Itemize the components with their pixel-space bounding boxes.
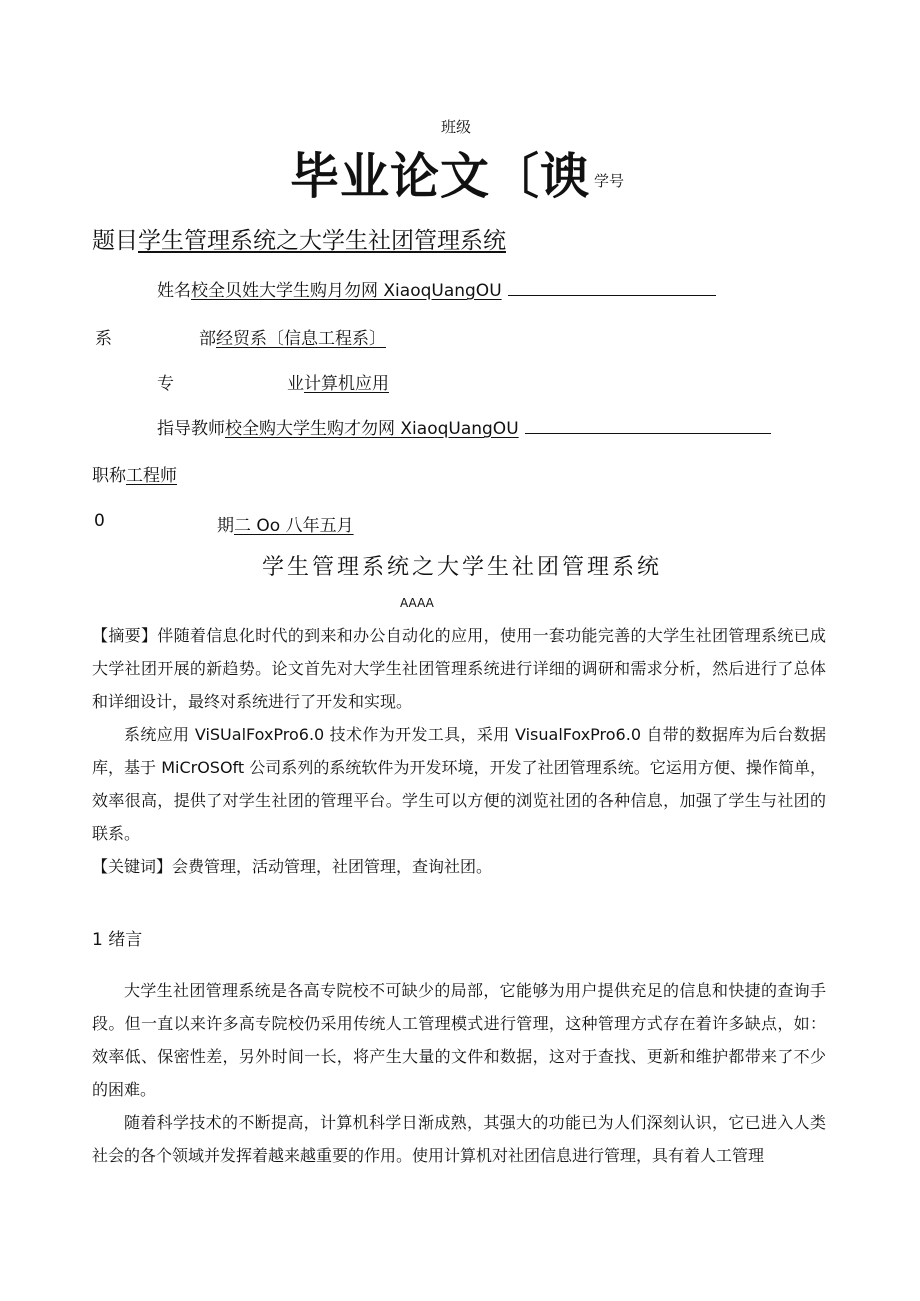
major-row [287, 369, 389, 394]
dept-label-1: 系 [95, 329, 112, 349]
topic-label: 题目 [92, 228, 138, 254]
name-row [157, 276, 716, 301]
thesis-title [290, 138, 590, 208]
abstract-paragraph-2: 系统应用 ViSUalFoxPro6.0 技术作为开发工具，采用 VisualFoxPro6.0 自带的数据库为后台数据库，基于 MiCrOSOft 公司系列的系统软件为开发环境，开发了社团管理系统。它运用方便、操作简单，效率很高，提供了对学生社团的管理平台。学生可以方便的浏览社团的各种信息，加强了学生与社团的联系。 [92, 725, 826, 843]
major-value: 计算机应用 [304, 374, 389, 394]
date-row [217, 511, 354, 536]
name-blank-line [508, 295, 716, 296]
dept-row [199, 324, 386, 349]
dept-value: 经贸系〔信息工程系〕 [216, 329, 386, 349]
name-value: 校全贝姓大学生购月勿网 XiaoqUangOU [191, 281, 502, 301]
job-title-value: 工程师 [126, 466, 177, 486]
abstract-paragraph: 【摘要】伴随着信息化时代的到来和办公自动化的应用，使用一套功能完善的大学生社团管理系统已成大学社团开展的新趋势。论文首先对大学生社团管理系统进行详细的调研和需求分析，然后进行了总体和详细设计，最终对系统进行了开发和实现。 [92, 626, 826, 711]
section-1-body [92, 974, 826, 1172]
job-title-label: 职称 [92, 466, 126, 486]
date-value: 二 Oo 八年五月 [234, 516, 354, 536]
major-label-1: 专 [157, 374, 174, 394]
advisor-blank-line [525, 433, 771, 434]
paper-heading: 学生管理系统之大学生社团管理系统 [262, 555, 663, 580]
major-label-2: 业 [287, 374, 304, 394]
section-1-paragraph-2: 随着科学技术的不断提高，计算机科学日渐成熟，其强大的功能已为人们深刻认识，它已进入人类社会的各个领域并发挥着越来越重要的作用。使用计算机对社团信息进行管理，具有着人工管理 [92, 1113, 826, 1165]
section-1-paragraph-1: 大学生社团管理系统是各高专院校不可缺少的局部，它能够为用户提供充足的信息和快捷的查询手段。但一直以来许多高专院校仍采用传统人工管理模式进行管理，这种管理方式存在着许多缺点，如：效率低、保密性差，另外时间一长，将产生大量的文件和数据，这对于查找、更新和维护都带来了不少的困难。 [92, 981, 826, 1099]
name-label: 姓名 [157, 281, 191, 301]
dept-label-2: 部 [199, 329, 216, 349]
advisor-label: 指导教师 [157, 419, 225, 439]
topic-row [92, 222, 506, 255]
keywords: 【关键词】会费管理，活动管理，社团管理，查询社团。 [92, 857, 493, 876]
abstract-block [92, 619, 826, 883]
student-no-label: 学号 [594, 172, 625, 190]
class-label: 班级 [441, 118, 472, 136]
advisor-value: 校全购大学生购才勿网 XiaoqUangOU [225, 419, 519, 439]
thesis-title-main: 毕业论文〔 [290, 147, 541, 205]
section-1-title: 1 绪言 [92, 930, 143, 950]
date-label-1: 0 [94, 511, 105, 531]
advisor-row [157, 414, 771, 439]
thesis-title-tail: 谀 [540, 147, 591, 205]
topic-value: 学生管理系统之大学生社团管理系统 [138, 228, 506, 254]
job-title-row [92, 461, 177, 486]
date-label-2: 期 [217, 516, 234, 536]
paper-author: AAAA [400, 596, 434, 610]
